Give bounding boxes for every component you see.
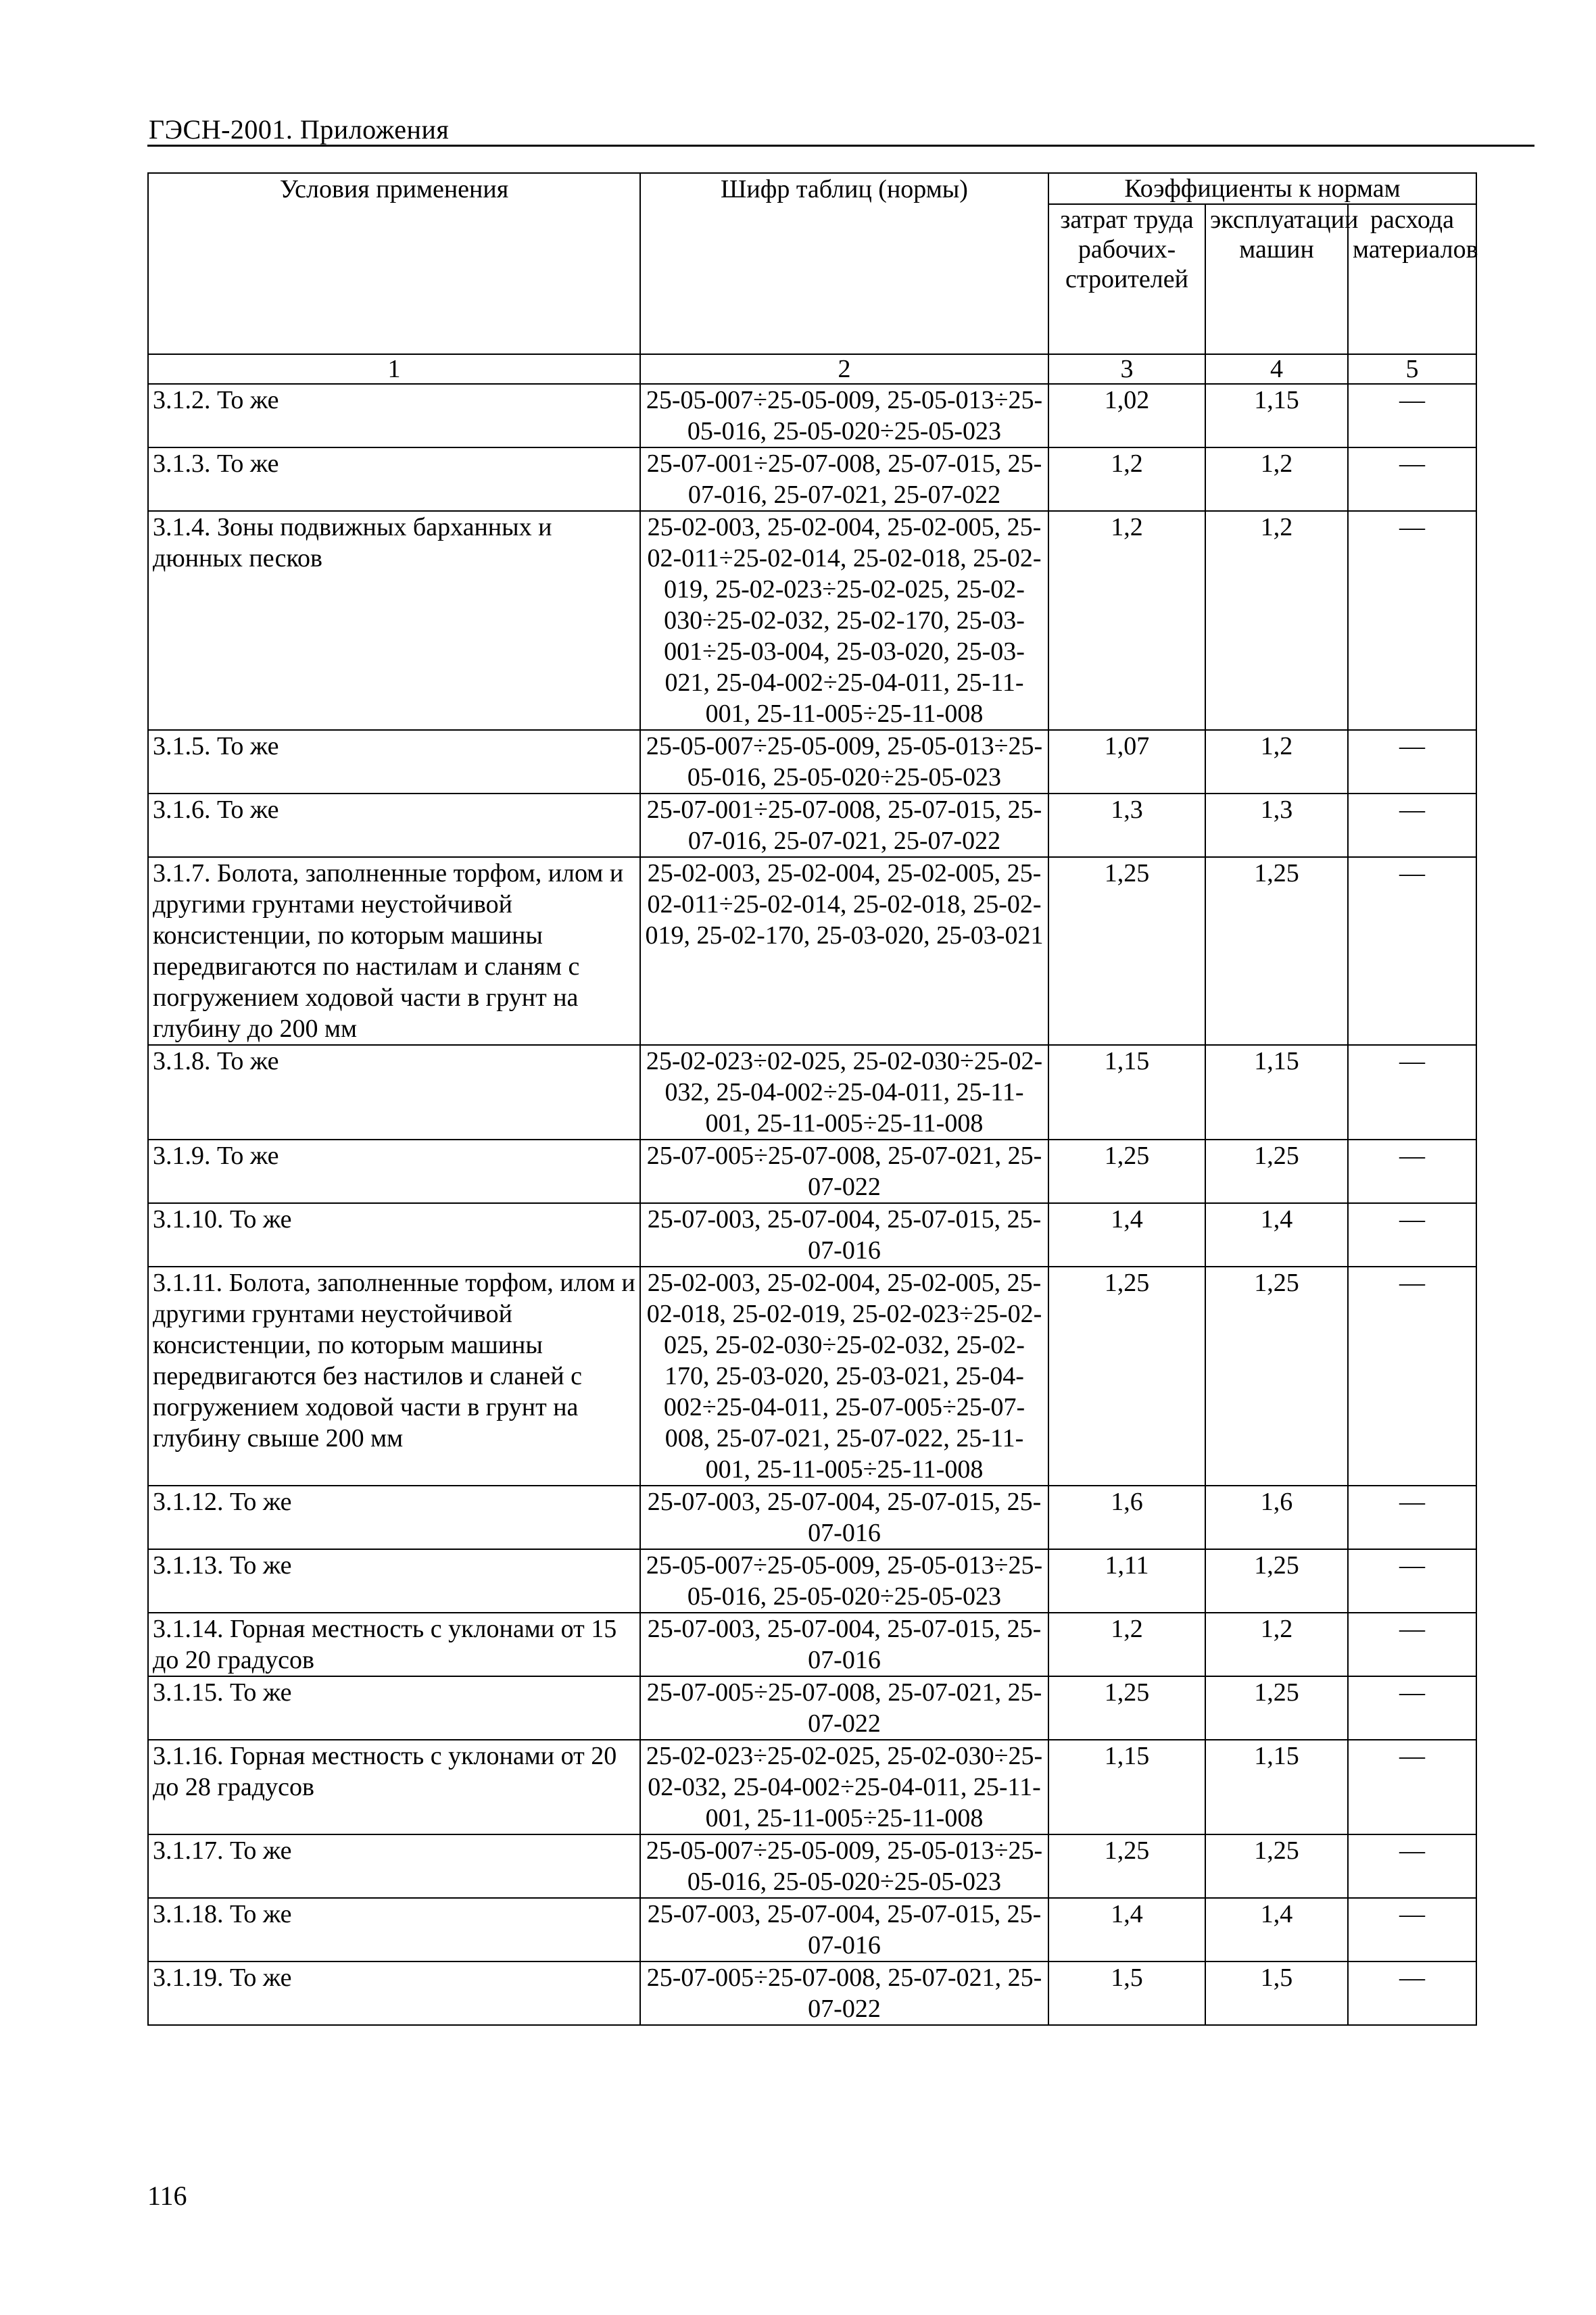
machines-coefficient: 1,25 (1205, 1140, 1348, 1203)
table-row (148, 1486, 1476, 1549)
materials-coefficient: — (1348, 1140, 1476, 1203)
machines-coefficient: 1,15 (1205, 1045, 1348, 1140)
machines-coefficient: 1,25 (1205, 1834, 1348, 1898)
header-labor: затрат труда рабочих-строителей (1048, 204, 1205, 354)
table-row (148, 1203, 1476, 1267)
labor-coefficient: 1,4 (1048, 1898, 1205, 1961)
labor-coefficient: 1,25 (1048, 1267, 1205, 1486)
condition-cell: 3.1.13. То же (148, 1549, 640, 1613)
labor-coefficient: 1,5 (1048, 1961, 1205, 2025)
labor-coefficient: 1,25 (1048, 1140, 1205, 1203)
labor-coefficient: 1,11 (1048, 1549, 1205, 1613)
condition-cell: 3.1.8. То же (148, 1045, 640, 1140)
code-cell: 25-02-003, 25-02-004, 25-02-005, 25-02-011÷25-02-014, 25-02-018, 25-02-019, 25-02-170, 25-03-020, 25-03-021 (640, 857, 1048, 1045)
materials-coefficient: — (1348, 1740, 1476, 1834)
labor-coefficient: 1,4 (1048, 1203, 1205, 1267)
condition-cell: 3.1.11. Болота, заполненные торфом, илом и другими грунтами неустойчивой консистенции, по которым машины передвигаются без настилов и сланей с погружением ходовой части в грунт на глубину свыше 200 мм (148, 1267, 640, 1486)
code-cell: 25-07-003, 25-07-004, 25-07-015, 25-07-016 (640, 1613, 1048, 1676)
materials-coefficient: — (1348, 1676, 1476, 1740)
materials-coefficient: — (1348, 447, 1476, 511)
labor-coefficient: 1,25 (1048, 1676, 1205, 1740)
materials-coefficient: — (1348, 730, 1476, 794)
table-row (148, 1613, 1476, 1676)
header-materials: расхода материалов (1348, 204, 1476, 354)
code-cell: 25-07-005÷25-07-008, 25-07-021, 25-07-022 (640, 1676, 1048, 1740)
code-cell: 25-05-007÷25-05-009, 25-05-013÷25-05-016, 25-05-020÷25-05-023 (640, 1549, 1048, 1613)
col-number: 1 (148, 354, 640, 384)
code-cell: 25-02-003, 25-02-004, 25-02-005, 25-02-018, 25-02-019, 25-02-023÷25-02-025, 25-02-030÷25-02-032, 25-02-170, 25-03-020, 25-03-021, 25-04-002÷25-04-011, 25-07-005÷25-07-008, 25-07-021, 25-07-022, 25-11-001, 25-11-005÷25-11-008 (640, 1267, 1048, 1486)
code-cell: 25-07-005÷25-07-008, 25-07-021, 25-07-022 (640, 1140, 1048, 1203)
coefficients-table (147, 172, 1477, 2026)
running-head: ГЭСН-2001. Приложения (149, 114, 450, 145)
code-cell: 25-02-003, 25-02-004, 25-02-005, 25-02-011÷25-02-014, 25-02-018, 25-02-019, 25-02-023÷25-02-025, 25-02-030÷25-02-032, 25-02-170, 25-03-001÷25-03-004, 25-03-020, 25-03-021, 25-04-002÷25-04-011, 25-11-001, 25-11-005÷25-11-008 (640, 511, 1048, 730)
header-code: Шифр таблиц (нормы) (640, 173, 1048, 354)
materials-coefficient: — (1348, 1613, 1476, 1676)
table-row (148, 1961, 1476, 2025)
header-conditions: Условия применения (148, 173, 640, 354)
condition-cell: 3.1.5. То же (148, 730, 640, 794)
condition-cell: 3.1.18. То же (148, 1898, 640, 1961)
machines-coefficient: 1,3 (1205, 794, 1348, 857)
header-machines: эксплуатации машин (1205, 204, 1348, 354)
materials-coefficient: — (1348, 384, 1476, 447)
code-cell: 25-07-003, 25-07-004, 25-07-015, 25-07-016 (640, 1486, 1048, 1549)
table-row (148, 1045, 1476, 1140)
condition-cell: 3.1.14. Горная местность с уклонами от 15 до 20 градусов (148, 1613, 640, 1676)
condition-cell: 3.1.6. То же (148, 794, 640, 857)
condition-cell: 3.1.19. То же (148, 1961, 640, 2025)
table-row (148, 794, 1476, 857)
table-body (148, 384, 1476, 2025)
page-number: 116 (147, 2180, 187, 2211)
condition-cell: 3.1.12. То же (148, 1486, 640, 1549)
code-cell: 25-02-023÷02-025, 25-02-030÷25-02-032, 25-04-002÷25-04-011, 25-11-001, 25-11-005÷25-11-008 (640, 1045, 1048, 1140)
materials-coefficient: — (1348, 1961, 1476, 2025)
labor-coefficient: 1,25 (1048, 1834, 1205, 1898)
col-number: 5 (1348, 354, 1476, 384)
table-row (148, 1140, 1476, 1203)
condition-cell: 3.1.2. То же (148, 384, 640, 447)
materials-coefficient: — (1348, 1203, 1476, 1267)
table-row (148, 1676, 1476, 1740)
machines-coefficient: 1,25 (1205, 1267, 1348, 1486)
table-row (148, 1549, 1476, 1613)
col-number: 3 (1048, 354, 1205, 384)
condition-cell: 3.1.7. Болота, заполненные торфом, илом и другими грунтами неустойчивой консистенции, по которым машины передвигаются по настилам и сланям с погружением ходовой части в грунт на глубину до 200 мм (148, 857, 640, 1045)
machines-coefficient: 1,25 (1205, 1549, 1348, 1613)
code-cell: 25-07-005÷25-07-008, 25-07-021, 25-07-022 (640, 1961, 1048, 2025)
table-row (148, 447, 1476, 511)
machines-coefficient: 1,25 (1205, 857, 1348, 1045)
labor-coefficient: 1,15 (1048, 1045, 1205, 1140)
machines-coefficient: 1,25 (1205, 1676, 1348, 1740)
materials-coefficient: — (1348, 1045, 1476, 1140)
condition-cell: 3.1.9. То же (148, 1140, 640, 1203)
table-row (148, 1834, 1476, 1898)
labor-coefficient: 1,6 (1048, 1486, 1205, 1549)
condition-cell: 3.1.16. Горная местность с уклонами от 20 до 28 градусов (148, 1740, 640, 1834)
condition-cell: 3.1.17. То же (148, 1834, 640, 1898)
materials-coefficient: — (1348, 1834, 1476, 1898)
labor-coefficient: 1,2 (1048, 1613, 1205, 1676)
code-cell: 25-07-003, 25-07-004, 25-07-015, 25-07-016 (640, 1203, 1048, 1267)
machines-coefficient: 1,2 (1205, 511, 1348, 730)
table-row (148, 857, 1476, 1045)
table-row (148, 511, 1476, 730)
materials-coefficient: — (1348, 1486, 1476, 1549)
machines-coefficient: 1,15 (1205, 1740, 1348, 1834)
labor-coefficient: 1,25 (1048, 857, 1205, 1045)
machines-coefficient: 1,2 (1205, 1613, 1348, 1676)
machines-coefficient: 1,6 (1205, 1486, 1348, 1549)
materials-coefficient: — (1348, 794, 1476, 857)
code-cell: 25-05-007÷25-05-009, 25-05-013÷25-05-016, 25-05-020÷25-05-023 (640, 730, 1048, 794)
machines-coefficient: 1,4 (1205, 1898, 1348, 1961)
machines-coefficient: 1,5 (1205, 1961, 1348, 2025)
col-number: 2 (640, 354, 1048, 384)
condition-cell: 3.1.15. То же (148, 1676, 640, 1740)
materials-coefficient: — (1348, 857, 1476, 1045)
materials-coefficient: — (1348, 1267, 1476, 1486)
condition-cell: 3.1.10. То же (148, 1203, 640, 1267)
labor-coefficient: 1,2 (1048, 447, 1205, 511)
condition-cell: 3.1.4. Зоны подвижных барханных и дюнных песков (148, 511, 640, 730)
labor-coefficient: 1,02 (1048, 384, 1205, 447)
code-cell: 25-05-007÷25-05-009, 25-05-013÷25-05-016, 25-05-020÷25-05-023 (640, 384, 1048, 447)
machines-coefficient: 1,4 (1205, 1203, 1348, 1267)
table-row (148, 730, 1476, 794)
table-row (148, 1740, 1476, 1834)
labor-coefficient: 1,2 (1048, 511, 1205, 730)
code-cell: 25-07-001÷25-07-008, 25-07-015, 25-07-016, 25-07-021, 25-07-022 (640, 794, 1048, 857)
machines-coefficient: 1,15 (1205, 384, 1348, 447)
col-number: 4 (1205, 354, 1348, 384)
table-row (148, 1267, 1476, 1486)
table-row (148, 1898, 1476, 1961)
code-cell: 25-07-003, 25-07-004, 25-07-015, 25-07-016 (640, 1898, 1048, 1961)
header-coefficients-group: Коэффициенты к нормам (1048, 173, 1476, 204)
header-rule (147, 145, 1534, 147)
labor-coefficient: 1,07 (1048, 730, 1205, 794)
materials-coefficient: — (1348, 1898, 1476, 1961)
labor-coefficient: 1,15 (1048, 1740, 1205, 1834)
machines-coefficient: 1,2 (1205, 730, 1348, 794)
code-cell: 25-05-007÷25-05-009, 25-05-013÷25-05-016, 25-05-020÷25-05-023 (640, 1834, 1048, 1898)
code-cell: 25-02-023÷25-02-025, 25-02-030÷25-02-032, 25-04-002÷25-04-011, 25-11-001, 25-11-005÷25-11-008 (640, 1740, 1048, 1834)
materials-coefficient: — (1348, 1549, 1476, 1613)
table-row (148, 384, 1476, 447)
labor-coefficient: 1,3 (1048, 794, 1205, 857)
condition-cell: 3.1.3. То же (148, 447, 640, 511)
code-cell: 25-07-001÷25-07-008, 25-07-015, 25-07-016, 25-07-021, 25-07-022 (640, 447, 1048, 511)
machines-coefficient: 1,2 (1205, 447, 1348, 511)
materials-coefficient: — (1348, 511, 1476, 730)
